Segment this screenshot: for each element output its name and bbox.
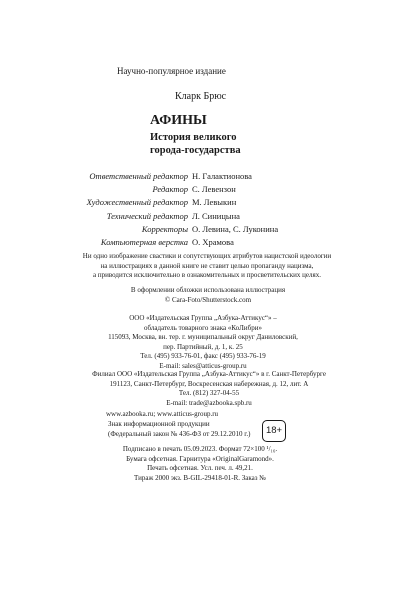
credit-role: Корректоры [141,223,188,234]
credit-role: Компьютерная верстка [100,237,188,248]
print-line: Тираж 2000 экз. B-GIL-29418-01-R. Заказ № [134,473,266,482]
credit-row [0,210,404,223]
credit-name: Н. Галактионова [192,171,252,181]
credit-role: Технический редактор [106,210,188,221]
cover-line: В оформлении обложки использована иллюстрация [130,286,286,294]
notice-line: а приводится исключительно в ознакомительных и просветительских целях. [93,271,321,279]
credit-name: Л. Синицына [192,210,240,221]
credit-row [0,236,404,249]
publisher-line: обладатель товарного знака «КоЛибри» [144,323,262,332]
publisher-line: пер. Партийный, д. 1, к. 25 [163,342,243,351]
book-subtitle [150,131,241,157]
website-links: www.azbooka.ru; www.atticus-group.ru [106,410,219,418]
publisher-line: ООО «Издательская Группа „Азбука-Аттикус“» – [129,314,277,322]
notice-line: Ни одно изображение свастики и сопутствующих атрибутов нацистской идеологии [82,252,332,260]
ideology-notice [64,252,350,281]
credit-row [0,170,404,183]
info-product-label [108,420,250,439]
author-name: Кларк Брюс [175,91,227,102]
credit-role: Ответственный редактор [89,171,188,181]
subtitle-line: города-государства [150,145,241,156]
genre-label: Научно-популярное издание [117,66,226,76]
credit-row [0,196,404,209]
credit-name: О. Левина, С. Луконина [192,223,279,234]
branch-block [64,370,354,408]
branch-line: E-mail: trade@azbooka.spb.ru [166,398,252,407]
credit-name: О. Храмова [192,237,234,248]
credit-role: Редактор [152,184,188,195]
age-rating-badge: 18+ [262,420,286,442]
credit-name: С. Левензон [192,184,236,195]
cover-credit [78,286,338,305]
print-line: Печать офсетная. Усл. печ. л. 49,21. [147,464,253,472]
print-line: Бумага офсетная. Гарнитура «OriginalGaramond». [126,454,274,463]
credits-list [0,170,404,249]
print-info [110,445,290,483]
book-title: АФИНЫ [150,113,207,128]
credit-row [0,223,404,236]
cover-line: © Cara-Foto/Shutterstock.com [164,295,252,304]
branch-line: Филиал ООО «Издательская Группа „Азбука-Аттикус“» в г. Санкт-Петербурге [92,370,326,378]
subtitle-line: История великого [150,132,237,143]
publisher-block [68,314,338,371]
branch-line: 191123, Санкт-Петербург, Воскресенская набережная, д. 12, лит. А [109,379,309,388]
info-label-line: (Федеральный закон № 436-ФЗ от 29.12.2010 г.) [108,429,251,438]
credit-name: М. Левыкин [192,197,237,208]
publisher-line: Тел. (495) 933-76-01, факс (495) 933-76-19 [140,352,266,360]
branch-line: Тел. (812) 327-04-55 [178,389,240,397]
print-line: Подписано в печать 05.09.2023. Формат 72×100 ¹/₁₆. [122,445,278,453]
notice-line: на иллюстрациях в данной книге не ставит целью пропаганду нацизма, [100,261,314,270]
credit-role: Художественный редактор [86,197,188,208]
publisher-line: E-mail: sales@atticus-group.ru [159,361,247,370]
info-label-line: Знак информационной продукции [108,420,210,428]
credit-row [0,183,404,196]
publisher-line: 115093, Москва, вн. тер. г. муниципальный округ Даниловский, [108,333,298,341]
